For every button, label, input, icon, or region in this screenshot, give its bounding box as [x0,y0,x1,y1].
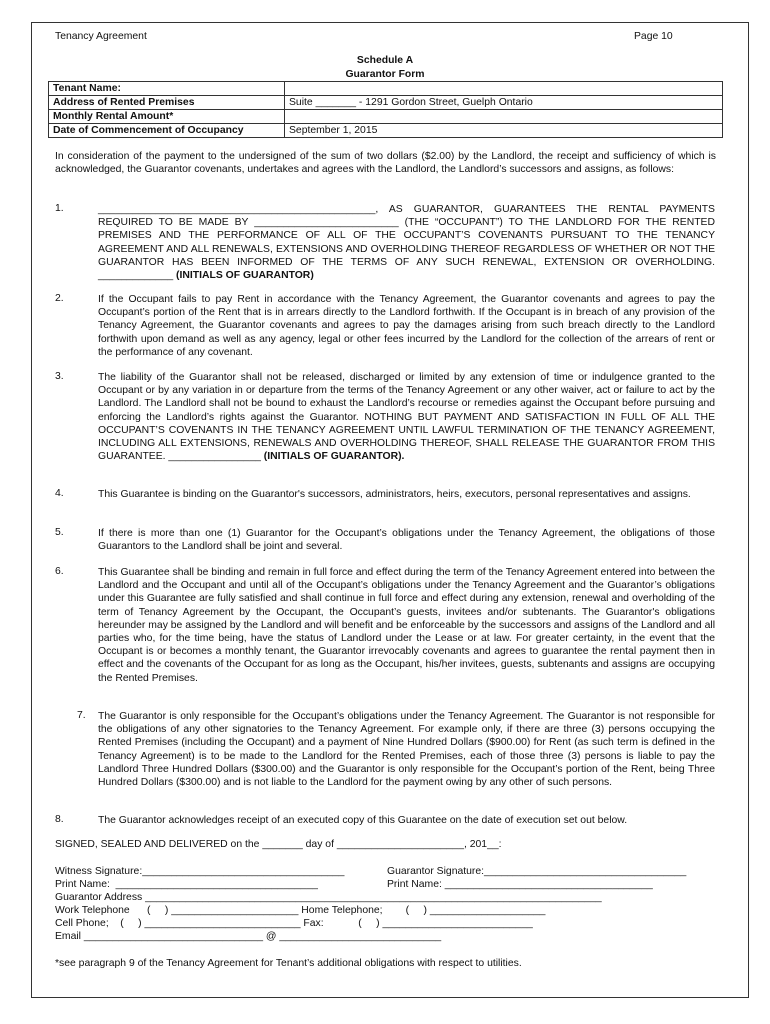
telephone-fields[interactable]: Work Telephone ( ) ______________________ Home Telephone; ( ) ____________________ [55,905,546,916]
schedule-title: Schedule A [356,55,414,66]
clause-number: 3. [55,371,64,382]
clause-number: 6. [55,566,64,577]
clause-number: 4. [55,488,64,499]
footnote: *see paragraph 9 of the Tenancy Agreement for Tenant’s additional obligations with respect to utilities. [55,958,522,969]
witness-print-name-field[interactable]: Print Name: ___________________________________ [55,879,318,890]
guarantor-print-name-field[interactable]: Print Name: ____________________________________ [387,879,653,890]
table-row [49,96,723,110]
signed-sealed-line: SIGNED, SEALED AND DELIVERED on the _______ day of ______________________, 201__: [55,839,502,850]
clause-number: 8. [55,814,64,825]
clause-text: The liability of the Guarantor shall not be released, discharged or limited by any extension of time or indulgence granted to the Occupant or by any variation in or departure from the terms of the Tenancy Agreement or any other waiver, act or failure to act by the Landlord. The Landlord shall not be bound to exhaust the Landlord’s recourse or remedies against the Occupant before pursuing and enforcing the Landlord’s rights against the Guarantor. NOTHING BUT PAYMENT AND SATISFACTION IN FULL OF ALL THE OCCUPANT’S COVENANTS IN THE TENANCY AGREEMENT UNTIL LAWFUL TERMINATION OF THE TENANCY AGREEMENT, INCLUDING ALL EXTENSIONS, RENEWALS AND OVERHOLDING THEREOF, SHALL RELEASE THE GUARANTOR FROM THIS GUARANTEE. ________________ [98,372,715,463]
table-row [49,124,723,138]
guarantor-address-field[interactable]: Guarantor Address _______________________________________________________________________________ [55,892,602,903]
clause-8: The Guarantor acknowledges receipt of an executed copy of this Guarantee on the date of execution set out below. [98,815,628,826]
rent-amount-label: Monthly Rental Amount* [49,110,285,124]
table-row [49,110,723,124]
document-header: Tenancy Agreement [55,31,147,42]
clause-number: 1. [55,203,64,214]
commencement-date-value: September 1, 2015 [285,124,723,138]
clause-6: This Guarantee shall be binding and remain in full force and effect during the term of the Tenancy Agreement entered into between the Landlord and the Occupant and until all of the Occupant’s obligations under the Tenancy Agreement and the Guarantor’s obligations under this Guarantee are fully satisfied and shall continue in full force and effect during any extension, renewal and overholding of the term of Tenancy Agreement by the Occupant, the Occupant’s guests, invitees and/or subtenants. The Guarantor's obligations hereunder may be assigned by the Landlord and will benefit and be enforceable by the successors and assigns of the Landlord and all parties who, for the time being, have the status of Landlord under the Lease or at law. For greater certainty, in the event that the Occupant is or becomes a monthly tenant, the Guarantor irrevocably covenants and agrees to guarantee the rental payment then in effect and the covenants of the Occupant for as long as the Occupant, his/her invitees, guests, subtenants and assigns are occupying the Rented Premises. [98,567,715,684]
table-row [49,82,723,96]
cell-fax-fields[interactable]: Cell Phone; ( ) ___________________________ Fax: ( ) __________________________ [55,918,533,929]
email-field[interactable]: Email _______________________________ @ ____________________________ [55,931,442,942]
clause-number: 2. [55,293,64,304]
tenant-info-table [48,81,723,138]
commencement-date-label: Date of Commencement of Occupancy [49,124,285,138]
clause-2: If the Occupant fails to pay Rent in accordance with the Tenancy Agreement, the Guarantor covenants and agrees to pay the Occupant’s portion of the Rent that is in arrears directly to the Landlord forthwith. If the Occupant is in breach of any provision of the Tenancy Agreement, the Guarantor covenants and agrees to pay the damages arising from such breach directly to the Landlord forthwith upon demand as well as any agency, legal or other fees incurred by the Landlord for the collection of the arrears of rent or the performance of any covenant. [98,294,715,358]
tenant-name-value [285,82,723,96]
rent-amount-value [285,110,723,124]
tenant-name-label: Tenant Name: [49,82,285,96]
clause-number: 7. [77,710,86,721]
clause-3 [98,371,715,463]
clause-4: This Guarantee is binding on the Guarantor's successors, administrators, heirs, executors, personal representatives and assigns. [98,489,691,500]
initials-label: (INITIALS OF GUARANTOR). [260,451,405,463]
intro-paragraph: In consideration of the payment to the undersigned of the sum of two dollars ($2.00) by the Landlord, the receipt and sufficiency of which is acknowledged, the Guarantor covenants, undertakes and agrees with the Landlord, the Landlord’s successors and assigns, as follows: [55,151,716,176]
guarantor-signature-field[interactable]: Guarantor Signature:___________________________________ [387,866,687,877]
clause-number: 5. [55,527,64,538]
initials-label: (INITIALS OF GUARANTOR) [173,270,314,282]
witness-signature-field[interactable]: Witness Signature:___________________________________ [55,866,345,877]
address-label: Address of Rented Premises [49,96,285,110]
clause-7: The Guarantor is only responsible for the Occupant’s obligations under the Tenancy Agreement. The Guarantor is not responsible for the obligations of any other signatories to the Tenancy Agreement. For example only, if there are three (3) persons occupying the Rented Premises (including the Occupant) and a payment of Nine Hundred Dollars ($900.00) for Rent (as such term is defined in the Tenancy Agreement) is to be made to the Landlord for the Rented Premises, each of those three (3) persons is liable to pay the Landlord Three Hundred Dollars ($300.00) and the Guarantor is only responsible for the Occupant’s portion of the Rent, being Three Hundred Dollars ($300.00) and is not liable to the Landlord for the payment owing by any other of such persons. [98,711,715,789]
form-title: Guarantor Form [345,69,425,80]
page-number: Page 10 [634,31,673,42]
clause-text: ________________________________________________, AS GUARANTOR, GUARANTEES THE RENTAL PAYMENTS REQUIRED TO BE MADE BY _________________________ (THE “OCCUPANT”) TO THE LANDLORD FOR THE RENTED PREMISES AND THE PERFORMANCE OF ALL OF THE OCCUPANT’S COVENANTS PURSUANT TO THE TENANCY AGREEMENT AND ALL RENEWALS, EXTENSIONS AND OVERHOLDING THEREOF REGARDLESS OF WHETHER OR NOT THE GUARANTOR HAS BEEN INFORMED OF THE TERMS OF ANY SUCH RENEWAL, EXTENSION OR OVERHOLDING. _____________ [98,204,715,282]
address-value: Suite _______ - 1291 Gordon Street, Guelph Ontario [285,96,723,110]
clause-5: If there is more than one (1) Guarantor for the Occupant’s obligations under the Tenancy Agreement, the obligations of those Guarantors to the Landlord shall be joint and several. [98,528,715,553]
clause-1 [98,203,715,282]
